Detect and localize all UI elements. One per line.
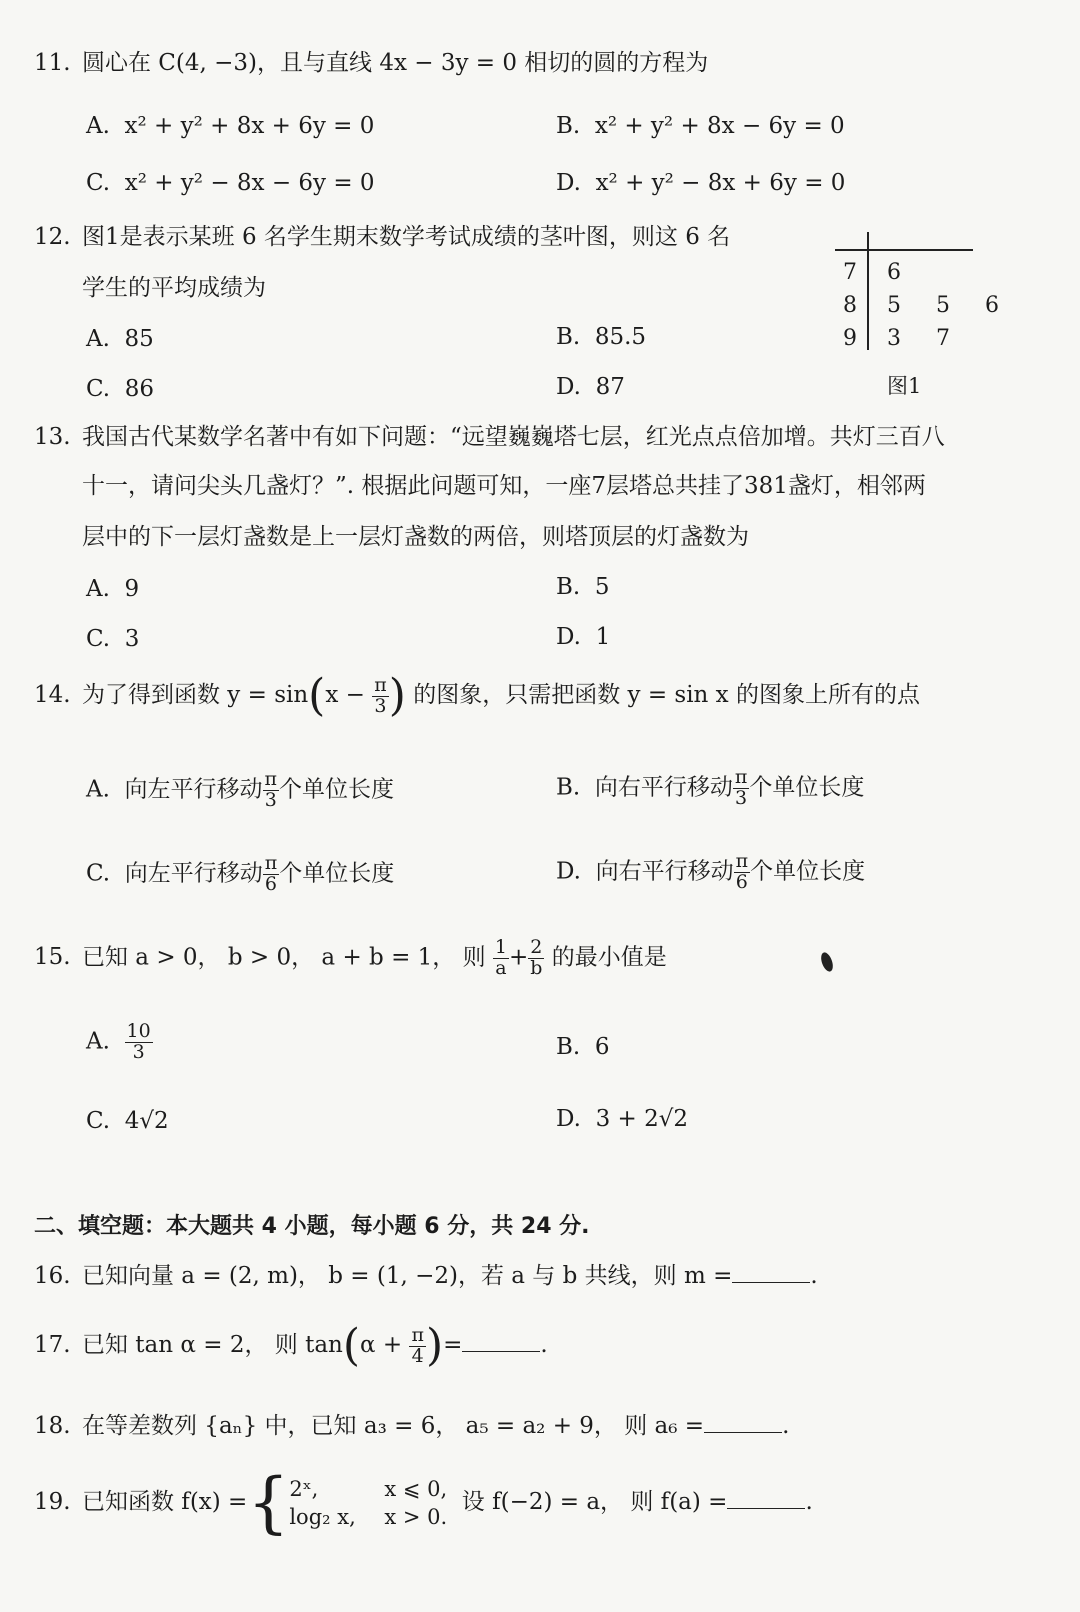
option-a <box>86 326 154 354</box>
option-c <box>86 854 394 895</box>
option-c <box>86 376 154 404</box>
period: . <box>810 1263 818 1289</box>
fraction-denominator: 6 <box>264 872 278 895</box>
fraction-numerator: π <box>734 766 748 788</box>
fraction-denominator: 3 <box>374 694 387 717</box>
figure-caption: 图1 <box>887 374 922 398</box>
fraction-denominator: 4 <box>411 1344 424 1367</box>
question-stem-a: 为了得到函数 y = sin <box>82 682 309 708</box>
question-stem-inner: α + <box>360 1332 403 1358</box>
option-b <box>556 768 864 809</box>
option-text: 4√2 <box>124 1108 169 1134</box>
question-19 <box>34 1464 813 1541</box>
piecewise-cases <box>289 1475 447 1532</box>
question-stem-inner: x − <box>325 682 365 708</box>
leaf-values: 5 5 6 <box>887 293 1013 318</box>
fraction-numerator: 2 <box>530 936 543 958</box>
question-stem-line3: 层中的下一层灯盏数是上一层灯盏数的两倍，则塔顶层的灯盏数为 <box>82 524 749 550</box>
fraction-denominator: 3 <box>264 788 277 811</box>
fraction-numerator: π <box>735 850 749 872</box>
fraction <box>493 938 509 979</box>
option-a <box>86 1022 153 1063</box>
fraction <box>125 1022 153 1063</box>
option-text: 85 <box>124 326 154 352</box>
option-label: D. <box>556 858 581 885</box>
question-stem-a: 已知 a > 0， b > 0， a + b = 1， 则 <box>82 944 486 971</box>
option-text: 个单位长度 <box>750 858 866 885</box>
question-number: 11. <box>34 50 71 76</box>
question-15 <box>34 938 667 979</box>
case-condition: x ⩽ 0, <box>384 1476 448 1501</box>
question-number: 14. <box>34 682 71 708</box>
header-rule <box>835 249 973 251</box>
question-stem-a: 已知函数 f(x) = <box>82 1489 248 1515</box>
fraction <box>263 854 280 895</box>
fraction <box>372 673 389 717</box>
option-b <box>556 1034 609 1062</box>
answer-blank[interactable] <box>727 1488 805 1509</box>
option-label: A. <box>86 113 110 139</box>
stem-value: 8 <box>843 293 857 318</box>
option-label: D. <box>556 1106 581 1132</box>
option-text: 个单位长度 <box>279 776 395 803</box>
answer-blank[interactable] <box>462 1331 540 1352</box>
option-label: C. <box>86 626 111 652</box>
question-stem: 已知向量 a = (2, m)， b = (1, −2)，若 a 与 b 共线，则 m = <box>82 1263 733 1289</box>
answer-blank[interactable] <box>704 1412 782 1433</box>
question-16 <box>34 1262 818 1291</box>
question-stem-b: 设 f(−2) = a， 则 f(a) = <box>461 1489 728 1515</box>
answer-blank[interactable] <box>732 1262 810 1283</box>
fraction-denominator: a <box>495 956 507 979</box>
left-paren: ( <box>308 670 326 721</box>
option-a <box>86 113 374 141</box>
equals-sign: = <box>443 1332 463 1358</box>
option-label: A. <box>86 576 110 602</box>
option-text: x² + y² − 8x − 6y = 0 <box>124 170 375 196</box>
option-label: A. <box>86 776 110 803</box>
question-number: 15. <box>34 944 71 971</box>
option-text: x² + y² − 8x + 6y = 0 <box>595 170 846 196</box>
option-label: B. <box>556 574 581 600</box>
option-label: B. <box>556 1034 581 1060</box>
option-d <box>556 624 610 652</box>
question-13 <box>34 424 945 452</box>
fraction <box>263 770 280 811</box>
question-number: 12. <box>34 224 71 250</box>
period: . <box>782 1413 790 1439</box>
option-d <box>556 170 845 198</box>
option-label: C. <box>86 376 111 402</box>
option-label: C. <box>86 860 111 887</box>
option-text: 9 <box>124 576 140 602</box>
fraction-numerator: π <box>264 768 278 790</box>
question-stem-line2: 十一，请问尖头几盏灯？”. 根据此问题可知，一座7层塔总共挂了381盏灯，相邻两 <box>82 473 926 499</box>
fraction <box>733 768 750 809</box>
question-number: 19. <box>34 1489 71 1515</box>
left-brace: { <box>247 1464 290 1541</box>
option-a <box>86 576 139 604</box>
option-text: 5 <box>594 574 610 600</box>
case-2 <box>289 1503 447 1531</box>
option-text: 86 <box>124 376 154 402</box>
leaf-values: 3 7 <box>887 326 964 351</box>
right-paren: ) <box>425 1320 444 1371</box>
case-condition: x > 0. <box>384 1505 448 1529</box>
option-label: B. <box>556 774 581 801</box>
option-text: 向左平行移动 <box>124 776 263 803</box>
option-label: D. <box>556 374 581 400</box>
option-label: C. <box>86 1108 111 1134</box>
question-12 <box>34 224 730 252</box>
fraction <box>409 1323 426 1367</box>
left-paren: ( <box>342 1320 361 1371</box>
option-label: C. <box>86 170 111 196</box>
option-c <box>86 1108 169 1136</box>
question-stem-b: 的图象，只需把函数 y = sin x 的图象上所有的点 <box>413 682 920 708</box>
question-stem-line1: 我国古代某数学名著中有如下问题：“远望巍巍塔七层，红光点点倍加增。共灯三百八 <box>82 424 945 450</box>
option-label: D. <box>556 170 581 196</box>
fraction-numerator: π <box>411 1323 424 1346</box>
stem-leaf-plot <box>835 232 1013 407</box>
option-label: A. <box>86 1028 110 1055</box>
option-d <box>556 852 865 893</box>
option-text: 向右平行移动 <box>594 774 733 801</box>
option-text: x² + y² + 8x + 6y = 0 <box>124 113 375 139</box>
option-text: 3 + 2√2 <box>595 1106 689 1132</box>
option-label: B. <box>556 113 581 139</box>
fraction-denominator: 6 <box>735 870 748 893</box>
fraction-denominator: 3 <box>132 1040 145 1063</box>
question-stem-b: 的最小值是 <box>551 944 667 971</box>
question-stem-line2: 学生的平均成绩为 <box>82 275 266 301</box>
option-a <box>86 770 394 811</box>
fraction-numerator: 10 <box>126 1020 151 1042</box>
question-stem-line1: 图1是表示某班 6 名学生期末数学考试成绩的茎叶图，则这 6 名 <box>82 224 731 250</box>
option-label: A. <box>86 326 110 352</box>
right-paren: ) <box>388 670 406 721</box>
option-c <box>86 170 375 198</box>
fraction <box>528 938 544 979</box>
stem-value: 7 <box>843 260 857 285</box>
case-expression: log₂ x, <box>289 1505 356 1529</box>
question-stem: 在等差数列 {aₙ} 中，已知 a₃ = 6， a₅ = a₂ + 9， 则 a₆ = <box>82 1413 705 1439</box>
fraction <box>734 852 751 893</box>
option-text: 87 <box>595 374 625 400</box>
fraction-denominator: b <box>530 956 543 979</box>
option-text: 1 <box>595 624 611 650</box>
option-label: B. <box>556 324 581 350</box>
question-11 <box>34 50 708 78</box>
option-text: 个单位长度 <box>749 774 865 801</box>
option-text: x² + y² + 8x − 6y = 0 <box>594 113 845 139</box>
option-text: 85.5 <box>594 324 647 350</box>
option-b <box>556 324 646 352</box>
option-text: 向左平行移动 <box>124 860 263 887</box>
question-17 <box>34 1320 548 1371</box>
option-c <box>86 626 139 654</box>
fraction-numerator: 1 <box>494 936 507 958</box>
question-stem: 圆心在 C(4, −3)，且与直线 4x − 3y = 0 相切的圆的方程为 <box>82 50 709 76</box>
period: . <box>540 1332 548 1358</box>
option-b <box>556 113 845 141</box>
question-number: 17. <box>34 1332 71 1358</box>
question-number: 13. <box>34 424 71 450</box>
stem-value: 9 <box>843 326 857 351</box>
option-text: 向右平行移动 <box>595 858 734 885</box>
case-1 <box>289 1475 447 1503</box>
question-stem: 已知 tan α = 2， 则 tan <box>82 1332 343 1358</box>
fraction-numerator: π <box>374 673 387 696</box>
question-14 <box>34 670 920 721</box>
question-number: 16. <box>34 1263 71 1289</box>
option-d <box>556 374 625 402</box>
case-expression: 2ˣ, <box>289 1476 319 1501</box>
option-text: 3 <box>124 626 140 652</box>
option-d <box>556 1106 688 1134</box>
question-18 <box>34 1412 789 1441</box>
leaf-values: 6 <box>887 260 915 285</box>
option-text: 6 <box>594 1034 610 1060</box>
option-text: 个单位长度 <box>279 860 395 887</box>
fraction-denominator: 3 <box>735 786 748 809</box>
plus-sign: + <box>509 944 529 971</box>
option-b <box>556 574 609 602</box>
option-label: D. <box>556 624 581 650</box>
section-title: 二、填空题：本大题共 4 小题，每小题 6 分，共 24 分. <box>34 1214 590 1239</box>
fraction-numerator: π <box>264 852 278 874</box>
period: . <box>805 1489 813 1515</box>
ink-mark <box>819 951 835 973</box>
question-number: 18. <box>34 1413 71 1439</box>
